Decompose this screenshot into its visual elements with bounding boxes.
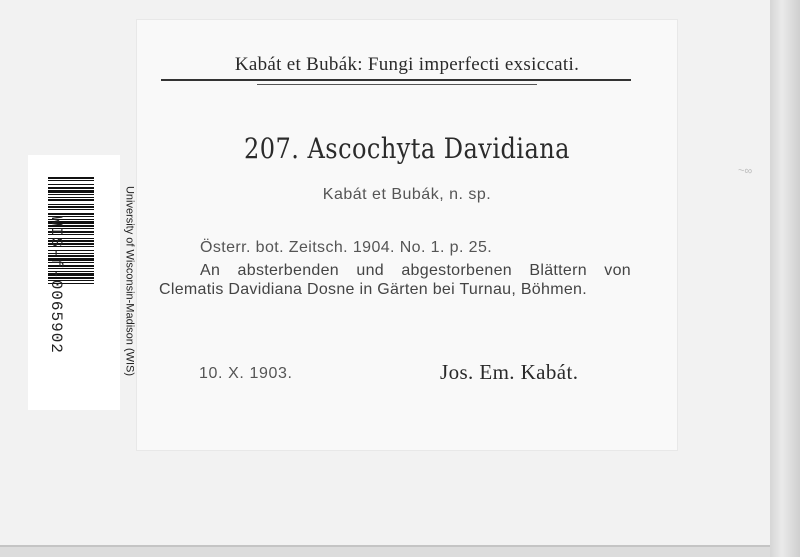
title-rule-short <box>257 84 537 85</box>
habitat-description: An absterbenden und abgestorbenen Blättern von Clematis Davidiana Dosne in Gärten bei Turnau, Böhmen. <box>159 262 631 298</box>
barcode-number: WIS-f-0065902 <box>47 216 65 354</box>
collection-date: 10. X. 1903. <box>199 365 293 382</box>
institution-name: University of Wisconsin-Madison (WIS) <box>123 185 136 377</box>
sheet-edge <box>770 0 800 557</box>
series-title: Kabát et Bubák: Fungi imperfecti exsiccati. <box>234 54 580 75</box>
species-name: 207. Ascochyta Davidiana <box>244 132 570 165</box>
pencil-mark: ~∞ <box>737 164 753 178</box>
collector-name: Jos. Em. Kabát. <box>440 360 579 384</box>
barcode-label <box>28 155 136 410</box>
title-rule <box>161 79 631 81</box>
species-authority: Kabát et Bubák, n. sp. <box>322 186 492 203</box>
literature-reference: Österr. bot. Zeitsch. 1904. No. 1. p. 25. <box>200 239 493 256</box>
specimen-label <box>137 20 677 450</box>
